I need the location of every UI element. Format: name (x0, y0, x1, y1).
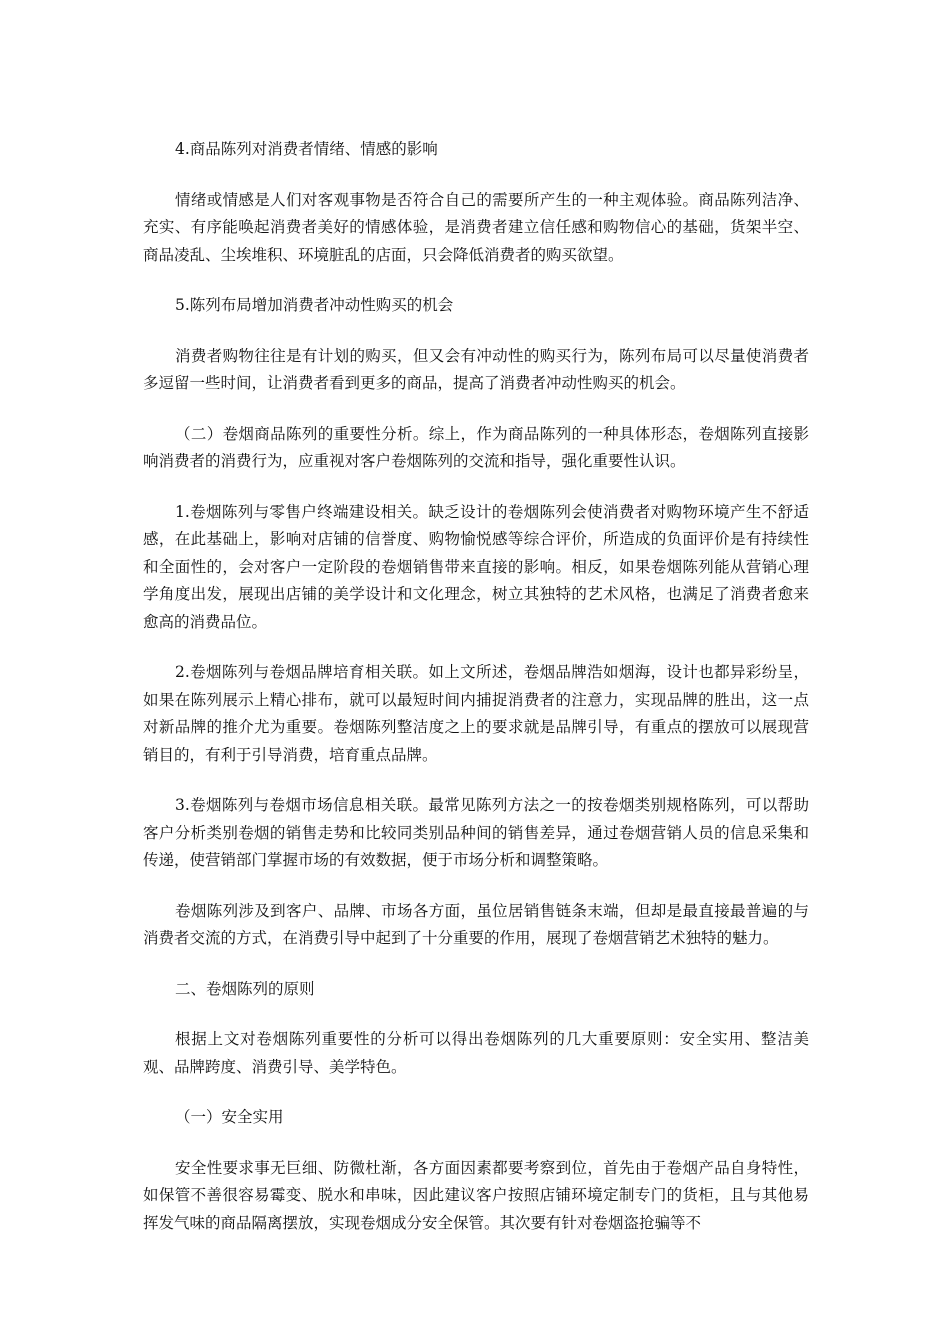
section-heading-safety: （一）安全实用 (175, 1108, 284, 1126)
paragraph-brand-cultivation: 2.卷烟陈列与卷烟品牌培育相关联。如上文所述，卷烟品牌浩如烟海，设计也都异彩纷呈，如果在陈列展示上精心排布，就可以最短时间内捕捉消费者的注意力，实现品牌的胜出，这一点对新品牌的推介尤为重要。卷烟陈列整洁度之上的要求就是品牌引导，有重点的摆放可以展现营销目的，有利于引导消费，培育重点品牌。 (143, 663, 809, 764)
paragraph-importance-analysis: （二）卷烟商品陈列的重要性分析。综上，作为商品陈列的一种具体形态，卷烟陈列直接影响消费者的消费行为，应重视对客户卷烟陈列的交流和指导，强化重要性认识。 (143, 424, 809, 470)
paragraph-summary: 卷烟陈列涉及到客户、品牌、市场各方面，虽位居销售链条末端，但却是最直接最普遍的与消费者交流的方式，在消费引导中起到了十分重要的作用，展现了卷烟营销艺术独特的魅力。 (143, 901, 809, 947)
paragraph-safety: 安全性要求事无巨细、防微杜渐，各方面因素都要考察到位，首先由于卷烟产品自身特性，如保管不善很容易霉变、脱水和串味，因此建议客户按照店铺环境定制专门的货柜，且与其他易挥发气味的商品隔离摆放，实现卷烟成分安全保管。其次要有针对卷烟盗抢骗等不 (143, 1158, 809, 1232)
section-heading-impulse-buying: 5.陈列布局增加消费者冲动性购买的机会 (175, 296, 454, 314)
document-body (143, 136, 809, 1260)
paragraph-terminal-construction: 1.卷烟陈列与零售户终端建设相关。缺乏设计的卷烟陈列会使消费者对购物环境产生不舒适感，在此基础上，影响对店铺的信誉度、购物愉悦感等综合评价，所造成的负面评价是有持续性和全面性的，会对客户一定阶段的卷烟销售带来直接的影响。相反，如果卷烟陈列能从营销心理学角度出发，展现出店铺的美学设计和文化理念，树立其独特的艺术风格，也满足了消费者愈来愈高的消费品位。 (143, 502, 809, 631)
paragraph-principles-list: 根据上文对卷烟陈列重要性的分析可以得出卷烟陈列的几大重要原则：安全实用、整洁美观、品牌跨度、消费引导、美学特色。 (143, 1030, 809, 1076)
paragraph-emotion-impact: 情绪或情感是人们对客观事物是否符合自己的需要所产生的一种主观体验。商品陈列洁净、充实、有序能唤起消费者美好的情感体验，是消费者建立信任感和购物信心的基础，货架半空、商品凌乱、尘埃堆积、环境脏乱的店面，只会降低消费者的购买欲望。 (143, 190, 809, 264)
section-heading-emotion-impact: 4.商品陈列对消费者情绪、情感的影响 (175, 140, 438, 158)
paragraph-market-information: 3.卷烟陈列与卷烟市场信息相关联。最常见陈列方法之一的按卷烟类别规格陈列，可以帮助客户分析类别卷烟的销售走势和比较同类别品种间的销售差异，通过卷烟营销人员的信息采集和传递，使营销部门掌握市场的有效数据，便于市场分析和调整策略。 (143, 796, 809, 869)
paragraph-impulse-buying: 消费者购物往往是有计划的购买，但又会有冲动性的购买行为，陈列布局可以尽量使消费者多逗留一些时间，让消费者看到更多的商品，提高了消费者冲动性购买的机会。 (143, 346, 809, 392)
section-heading-principles: 二、卷烟陈列的原则 (175, 979, 315, 998)
